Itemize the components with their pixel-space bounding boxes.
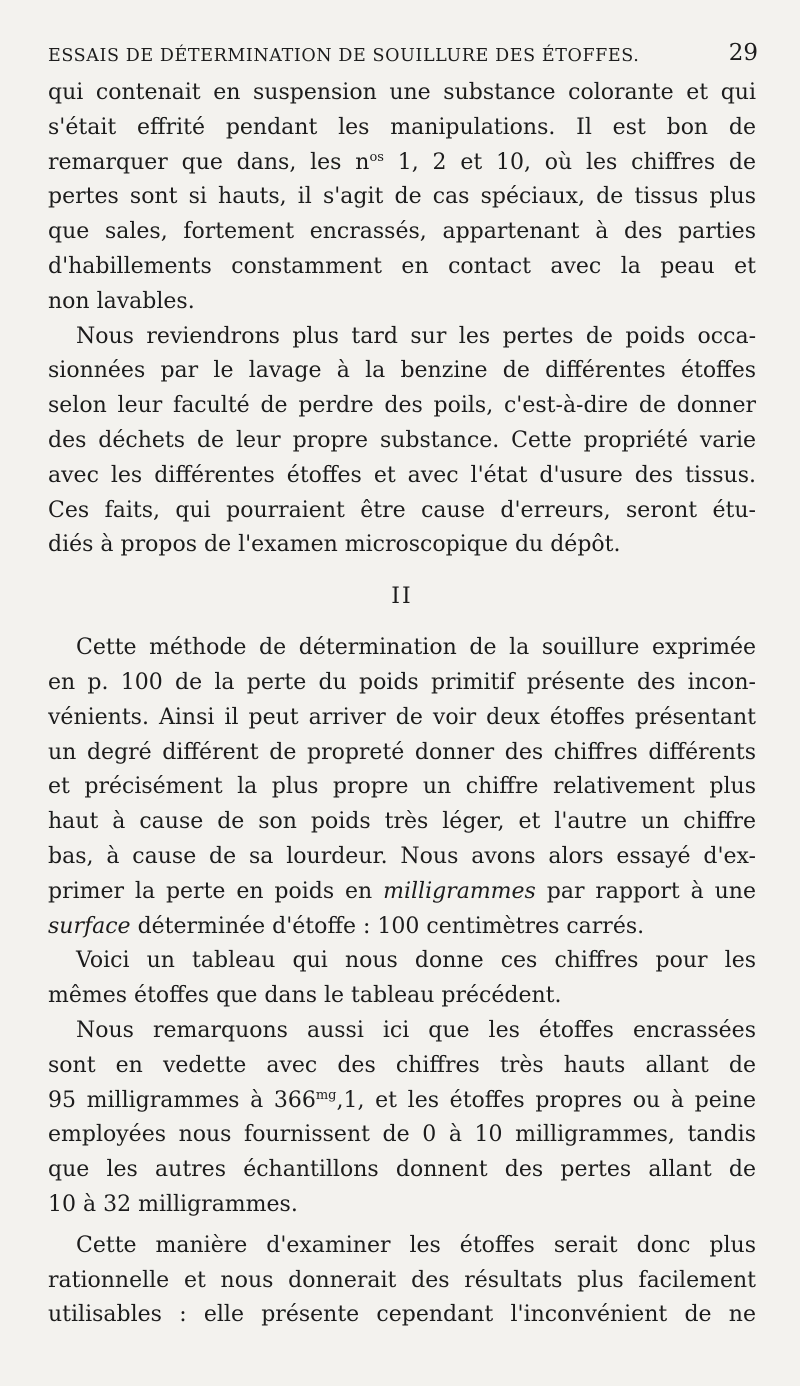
- text-line: avec les différentes étoffes et avec l'état d'usure des tissus.: [48, 462, 756, 488]
- text-line: [48, 910, 756, 945]
- text-line: [48, 146, 756, 181]
- paragraph-4: [48, 944, 756, 1014]
- body-text: [48, 76, 756, 1333]
- text-line: [48, 1084, 756, 1119]
- text-segment: 1, 2 et 10, où les chiffres de: [383, 149, 756, 175]
- text-line: utilisables : elle présente cependant l'inconvénient de ne: [48, 1302, 756, 1328]
- text-line: haut à cause de son poids très léger, et l'autre un chiffre: [48, 809, 756, 835]
- text-line: [48, 875, 756, 910]
- running-head: [48, 40, 758, 74]
- text-line: mêmes étoffes que dans le tableau précédent.: [48, 983, 562, 1009]
- text-line: employées nous fournissent de 0 à 10 milligrammes, tandis: [48, 1122, 756, 1148]
- section-number: II: [391, 584, 413, 610]
- paragraph-1: [48, 76, 756, 320]
- text-line: 10 à 32 milligrammes.: [48, 1191, 298, 1217]
- text-segment: 95 milligrammes à 366: [48, 1087, 316, 1113]
- paragraph-6: [48, 1229, 756, 1333]
- text-line: rationnelle et nous donnerait des résultats plus facilement: [48, 1267, 756, 1293]
- text-line: bas, à cause de sa lourdeur. Nous avons alors essayé d'ex-: [48, 843, 756, 869]
- text-segment: remarquer que dans, les n: [48, 149, 370, 175]
- text-segment: ,1, et les étoffes propres ou à peine: [336, 1087, 756, 1113]
- superscript: mg: [315, 1087, 337, 1103]
- text-line: s'était effrité pendant les manipulations. Il est bon de: [48, 114, 756, 140]
- text-line: en p. 100 de la perte du poids primitif présente des incon-: [48, 669, 756, 695]
- text-segment: par rapport à une: [535, 878, 756, 904]
- text-line: un degré différent de propreté donner des chiffres différents: [48, 739, 756, 765]
- text-line: Ces faits, qui pourraient être cause d'erreurs, seront étu-: [48, 497, 756, 523]
- text-line: selon leur faculté de perdre des poils, c'est-à-dire de donner: [48, 393, 756, 419]
- text-line: sont en vedette avec des chiffres très hauts allant de: [48, 1052, 756, 1078]
- paragraph-5: [48, 1014, 756, 1223]
- text-line: Nous reviendrons plus tard sur les pertes de poids occa-: [76, 323, 756, 349]
- text-line: pertes sont si hauts, il s'agit de cas spéciaux, de tissus plus: [48, 184, 756, 210]
- text-line: que les autres échantillons donnent des pertes allant de: [48, 1157, 756, 1183]
- paragraph-3: [48, 631, 756, 944]
- superscript: os: [369, 149, 384, 165]
- text-segment: déterminée d'étoffe : 100 centimètres carrés.: [130, 913, 645, 939]
- italic-term: milligrammes: [383, 878, 536, 904]
- text-line: sionnées par le lavage à la benzine de différentes étoffes: [48, 358, 756, 384]
- text-line: Cette méthode de détermination de la souillure exprimée: [76, 635, 756, 661]
- text-line: non lavables.: [48, 288, 195, 314]
- text-line: d'habillements constamment en contact avec la peau et: [48, 253, 756, 279]
- italic-term: surface: [48, 913, 131, 939]
- text-line: des déchets de leur propre substance. Cette propriété varie: [48, 427, 756, 453]
- text-line: et précisément la plus propre un chiffre relativement plus: [48, 774, 756, 800]
- text-line: Nous remarquons aussi ici que les étoffes encrassées: [76, 1017, 756, 1043]
- text-line: Voici un tableau qui nous donne ces chiffres pour les: [76, 948, 756, 974]
- text-line: vénients. Ainsi il peut arriver de voir deux étoffes présentant: [48, 704, 756, 730]
- text-line: Cette manière d'examiner les étoffes serait donc plus: [76, 1232, 756, 1258]
- text-line: diés à propos de l'examen microscopique du dépôt.: [48, 532, 621, 558]
- running-head-title: ESSAIS DE DÉTERMINATION DE SOUILLURE DES ÉTOFFES.: [48, 46, 640, 66]
- text-line: que sales, fortement encrassés, appartenant à des parties: [48, 219, 756, 245]
- paragraph-2: [48, 320, 756, 564]
- text-line: qui contenait en suspension une substance colorante et qui: [48, 80, 756, 105]
- text-segment: primer la perte en poids en: [48, 878, 384, 904]
- page-number: 29: [728, 40, 758, 66]
